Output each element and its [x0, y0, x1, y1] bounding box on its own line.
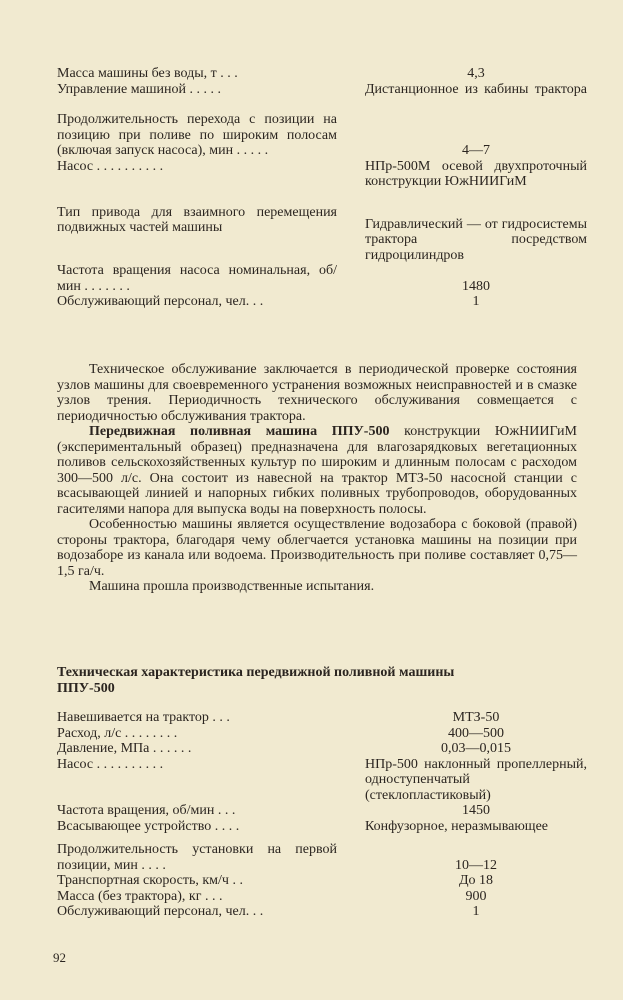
- spec-label: Тип привода для взаимного перемещения подвижных частей машины: [57, 204, 337, 235]
- machine-name: Передвижная поливная машина ППУ-500: [89, 424, 390, 439]
- section-heading: Техническая характеристика передвижной поливной машины ППУ-500: [57, 665, 455, 696]
- spec-label: Масса машины без воды, т . . .: [57, 66, 238, 81]
- spec-value: До 18: [458, 873, 494, 888]
- paragraph: [57, 424, 577, 517]
- spacer: [57, 834, 347, 842]
- spec-table-2: [57, 710, 587, 920]
- spec-label: Обслуживающий персонал, чел. . .: [57, 294, 264, 309]
- body-text: [57, 362, 577, 595]
- spec-value: 4,3: [467, 66, 485, 81]
- page-number: 92: [53, 950, 66, 965]
- spacer: [347, 97, 587, 112]
- spec-label: Давление, МПа . . . . . .: [57, 741, 192, 756]
- spec-label: Частота вращения, об/мин . . .: [57, 803, 236, 818]
- spec-label: Насос . . . . . . . . . .: [57, 158, 164, 174]
- spec-value: МТЗ-50: [452, 710, 500, 725]
- spec-value: НПр-500 наклонный пропеллерный, одноступенчатый (стеклопластиковый): [365, 756, 587, 803]
- paragraph: Особенностью машины является осуществление водозабора с боковой (правой) стороны трактора, благодаря чему облегчается установка машины на позиции при водозаборе из канала или водоема. Производительность при поливе составляет 0,75—1,5 га/ч.: [57, 517, 577, 579]
- spec-value: 1: [472, 294, 480, 309]
- spec-label: Масса (без трактора), кг . . .: [57, 888, 223, 904]
- spec-value: Гидравлический — от гидросистемы трактора посредством гидроцилиндров: [365, 216, 587, 263]
- spacer: [57, 97, 347, 112]
- spec-label: Транспортная скорость, км/ч . .: [57, 873, 243, 888]
- paragraph: Техническое обслуживание заключается в периодической проверке состояния узлов машины для своевременного устранения возможных неисправностей и в смазке узлов трения. Периодичность технического обслуживания совмещается с периодичностью обслуживания трактора.: [57, 362, 577, 424]
- spec-label: Навешивается на трактор . . .: [57, 710, 230, 725]
- spec-value: Конфузорное, неразмывающее: [365, 818, 549, 834]
- spec-value: 1450: [462, 803, 490, 818]
- paragraph: Машина прошла производственные испытания.: [89, 579, 375, 594]
- spacer: [347, 834, 587, 842]
- spec-label: Управление машиной . . . . .: [57, 81, 221, 97]
- spec-label: Продолжительность установки на первой позиции, мин . . . .: [57, 842, 337, 873]
- spec-label: Всасывающее устройство . . . .: [57, 818, 240, 834]
- spec-value: 0,03—0,015: [441, 741, 511, 756]
- spec-value: 10—12: [455, 857, 497, 873]
- spacer: [347, 190, 587, 205]
- spec-value: 4—7: [462, 143, 490, 158]
- paragraph-rest: конструкции ЮжНИИГиМ (экспериментальный образец) предназначена для влагозарядковых вегетационных поливов сельскохозяйственных культур по широким и длинным полосам с расходом 300—500 л/с. Она состоит из навесной на трактор МТЗ-50 насосной станции с всасывающей линией и напорных гибких поливных трубопроводов, оборудованных гасителями напора для выпуска воды на поверхность полосы.: [57, 424, 577, 517]
- spec-label: Продолжительность перехода с позиции на позицию при поливе по широким полосам (включая запуск насоса), мин . . . . .: [57, 112, 337, 158]
- spec-value: 1480: [462, 278, 490, 294]
- spec-value: 900: [465, 888, 487, 904]
- spacer: [57, 190, 347, 205]
- spec-label: Расход, л/с . . . . . . . .: [57, 725, 178, 741]
- spec-value: НПр-500М осевой двухпроточный конструкции ЮжНИИГиМ: [365, 158, 587, 189]
- spec-value: 1: [472, 904, 480, 919]
- spec-value: 400—500: [448, 725, 504, 741]
- spec-label: Частота вращения насоса номинальная, об/мин . . . . . . .: [57, 263, 337, 294]
- spec-label: Насос . . . . . . . . . .: [57, 756, 164, 772]
- spec-value: Дистанционное из кабины трактора: [365, 81, 587, 97]
- spec-table-1: [57, 66, 587, 310]
- spec-label: Обслуживающий персонал, чел. . .: [57, 904, 264, 919]
